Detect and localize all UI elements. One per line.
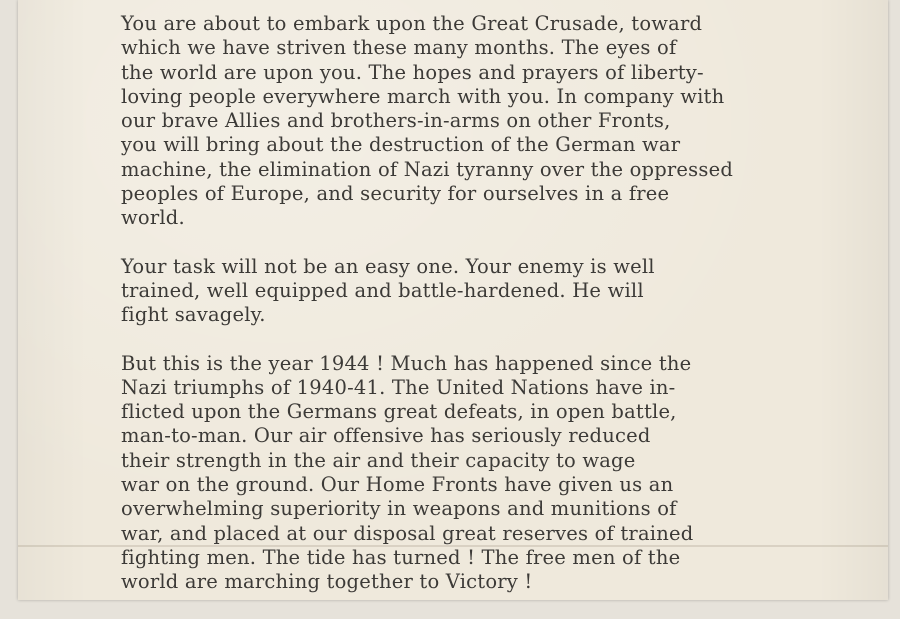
text-line: world are marching together to Victory ! bbox=[121, 570, 533, 594]
text-line: war, and placed at our disposal great reserves of trained bbox=[121, 521, 694, 545]
text-line: fight savagely. bbox=[121, 303, 266, 327]
text-line: world. bbox=[121, 206, 185, 230]
text-line: peoples of Europe, and security for ourselves in a free bbox=[121, 182, 670, 206]
text-line: Nazi triumphs of 1940-41. The United Nations have in- bbox=[121, 375, 676, 399]
text-line: war on the ground. Our Home Fronts have given us an bbox=[121, 473, 674, 497]
text-line: you will bring about the destruction of the German war bbox=[121, 133, 681, 157]
text-line: loving people everywhere march with you. In company with bbox=[121, 84, 725, 108]
text-line: flicted upon the Germans great defeats, in open battle, bbox=[121, 400, 677, 424]
paragraph-1 bbox=[121, 12, 821, 231]
text-line: our brave Allies and brothers-in-arms on other Fronts, bbox=[121, 109, 671, 133]
text-line: Your task will not be an easy one. Your enemy is well bbox=[121, 254, 655, 278]
text-line: trained, well equipped and battle-hardened. He will bbox=[121, 278, 644, 302]
text-line: machine, the elimination of Nazi tyranny over the oppressed bbox=[121, 157, 733, 181]
document-body bbox=[121, 12, 821, 619]
document-page bbox=[18, 0, 888, 600]
text-line: fighting men. The tide has turned ! The free men of the bbox=[121, 545, 681, 569]
text-line: overwhelming superiority in weapons and munitions of bbox=[121, 497, 677, 521]
paragraph-2 bbox=[121, 255, 821, 328]
text-line: But this is the year 1944 ! Much has happened since the bbox=[121, 351, 692, 375]
text-line: their strength in the air and their capacity to wage bbox=[121, 448, 636, 472]
paragraph-3 bbox=[121, 352, 821, 595]
text-line: the world are upon you. The hopes and prayers of liberty- bbox=[121, 60, 704, 84]
text-line: man-to-man. Our air offensive has seriously reduced bbox=[121, 424, 651, 448]
text-line: which we have striven these many months. The eyes of bbox=[121, 36, 677, 60]
text-line: You are about to embark upon the Great Crusade, toward bbox=[121, 12, 703, 35]
